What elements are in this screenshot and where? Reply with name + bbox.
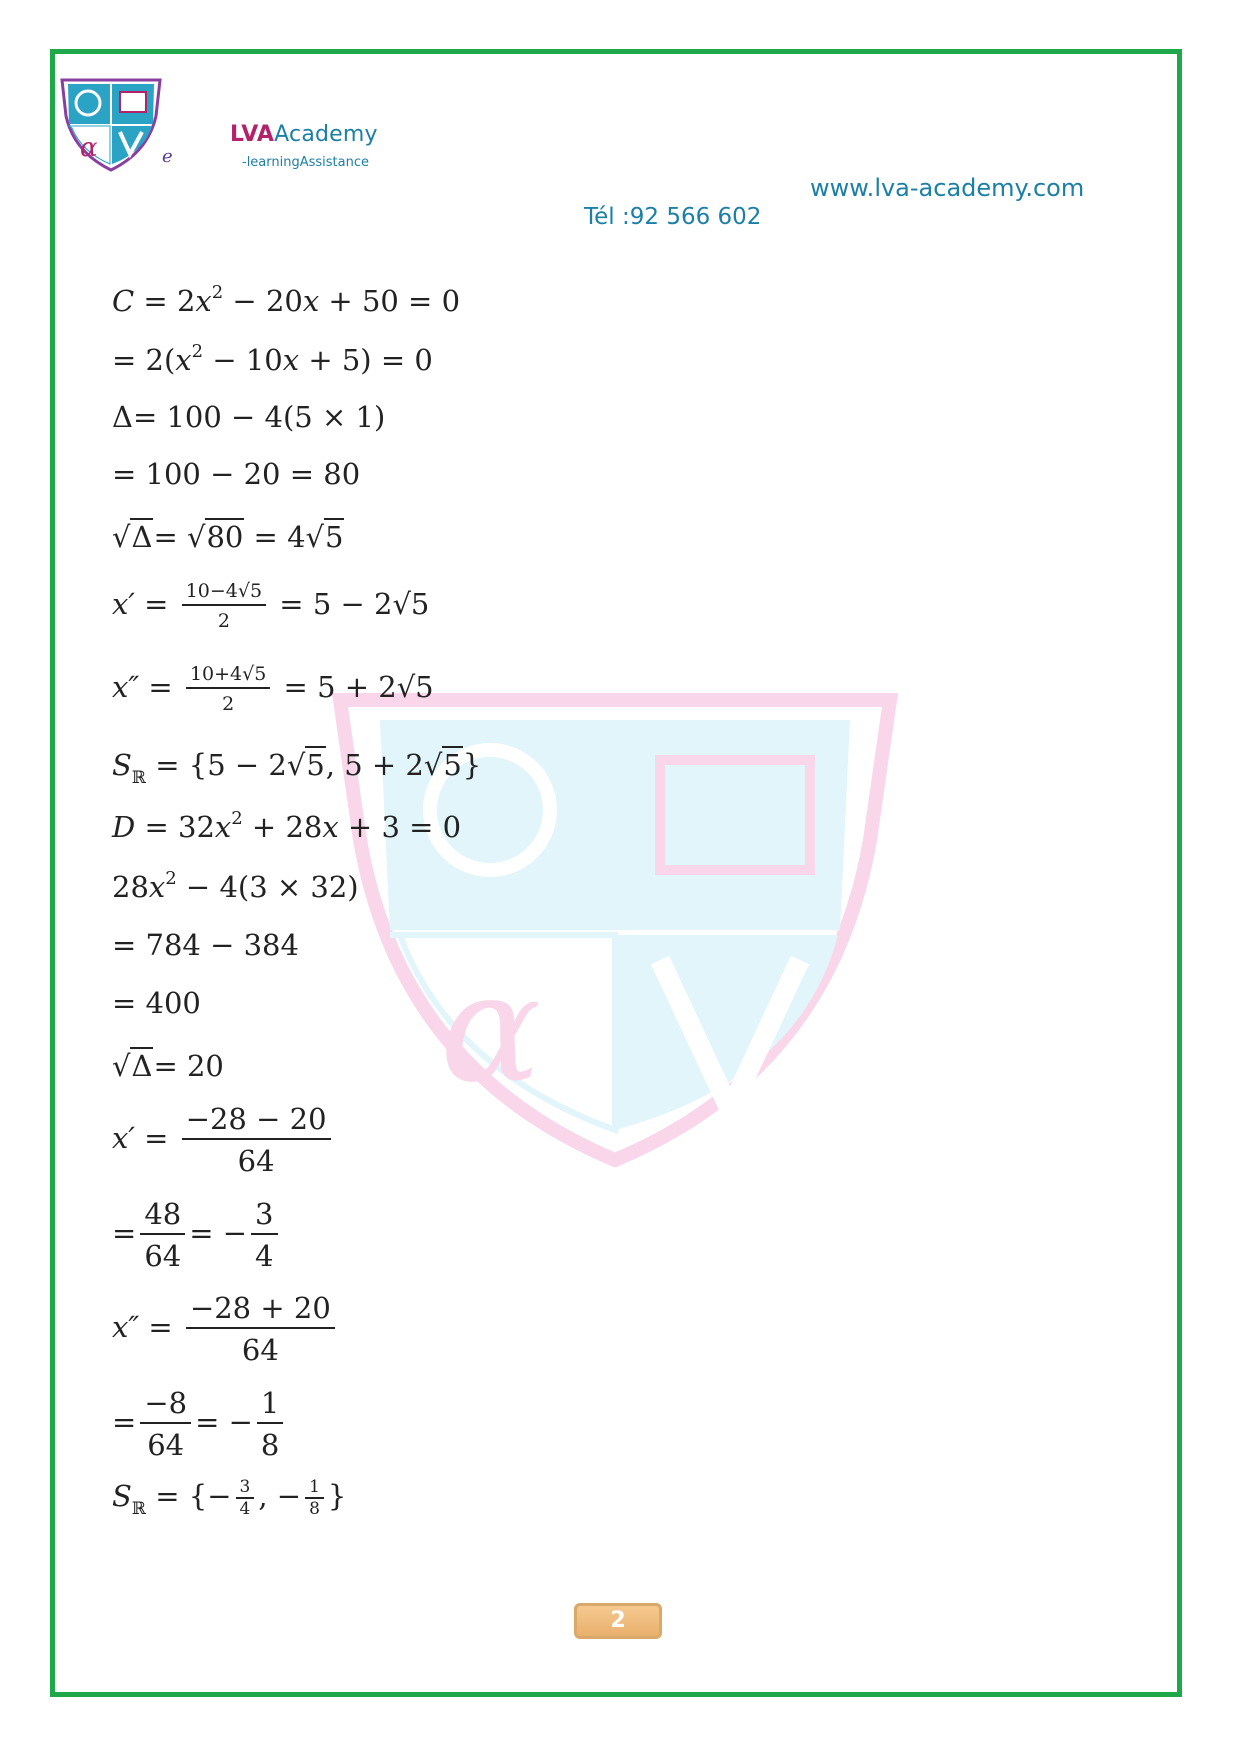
equation-line-17: = $\frac{-8}{64}$ = − $\frac{1}{8}$ <box>112 1386 287 1462</box>
website-link[interactable]: www.lva-academy.com <box>810 174 1085 202</box>
logo-letter: e <box>162 146 173 167</box>
equation-line-5: √Δ= √80 = 4√5 <box>112 520 344 554</box>
fraction: $\frac{3}{4}$ <box>251 1197 277 1273</box>
phone-number: Tél :92 566 602 <box>584 204 762 230</box>
academy-logo <box>56 76 166 172</box>
brand-name <box>230 122 378 147</box>
x-double-prime-label: x″ = <box>112 670 173 704</box>
equation-line-18: $S_ℝ$ = {− $\frac{3}{4}$ , − $\frac{1}{8}$ } <box>112 1477 347 1519</box>
equation-line-4: = 100 − 20 = 80 <box>112 457 361 491</box>
fraction: $\frac{10-4√5}{2}$ <box>182 580 266 632</box>
brand-tagline: -learningAssistance <box>242 155 369 170</box>
equation-line-11: = 784 − 384 <box>112 928 299 962</box>
fraction: $\frac{3}{4}$ <box>236 1477 255 1519</box>
equation-line-8: $S_ℝ = \{5 - 2√5$, 5 + 2√5} <box>112 748 482 788</box>
equation-line-1: $C = 2x^2 - 20x + 50 = 0$ <box>112 282 461 318</box>
equation-line-3: Δ= 100 − 4(5 × 1) <box>112 400 386 434</box>
x-prime-label: x′ = <box>112 587 169 621</box>
equation-line-16: x″ = $\frac{-28 + 20}{64}$ <box>112 1291 339 1367</box>
fraction: $\frac{-28 - 20}{64}$ <box>182 1102 331 1178</box>
equation-line-10: $28x^2 - 4(3 \times 32)$ <box>112 868 359 904</box>
fraction: $\frac{48}{64}$ <box>140 1197 185 1273</box>
equation-line-15: = $\frac{48}{64}$ = − $\frac{3}{4}$ <box>112 1197 282 1273</box>
page-number-badge: 2 <box>574 1603 662 1639</box>
brand-lva: LVA <box>230 122 275 147</box>
fraction: $\frac{-28 + 20}{64}$ <box>186 1291 335 1367</box>
brand-academy: Academy <box>274 122 378 147</box>
equation-line-7: x″ = $\frac{10+4√5}{2}$ = 5 + 2√5 <box>112 663 434 715</box>
equation-line-9: $D = 32x^2 + 28x + 3 = 0$ <box>112 808 462 844</box>
svg-text:α: α <box>440 942 542 1116</box>
equation-line-6: x′ = $\frac{10-4√5}{2}$ = 5 − 2√5 <box>112 580 430 632</box>
equation-line-13: √Δ= 20 <box>112 1049 224 1083</box>
fraction: $\frac{-8}{64}$ <box>140 1386 191 1462</box>
fraction: $\frac{10+4√5}{2}$ <box>186 663 270 715</box>
equation-line-12: = 400 <box>112 986 201 1020</box>
equation-line-2: = $2(x^2 - 10x + 5) = 0$ <box>112 341 433 377</box>
fraction: $\frac{1}{8}$ <box>257 1386 283 1462</box>
svg-text:α: α <box>80 133 98 163</box>
fraction: $\frac{1}{8}$ <box>305 1477 324 1519</box>
equation-line-14: x′ = $\frac{-28 - 20}{64}$ <box>112 1102 335 1178</box>
